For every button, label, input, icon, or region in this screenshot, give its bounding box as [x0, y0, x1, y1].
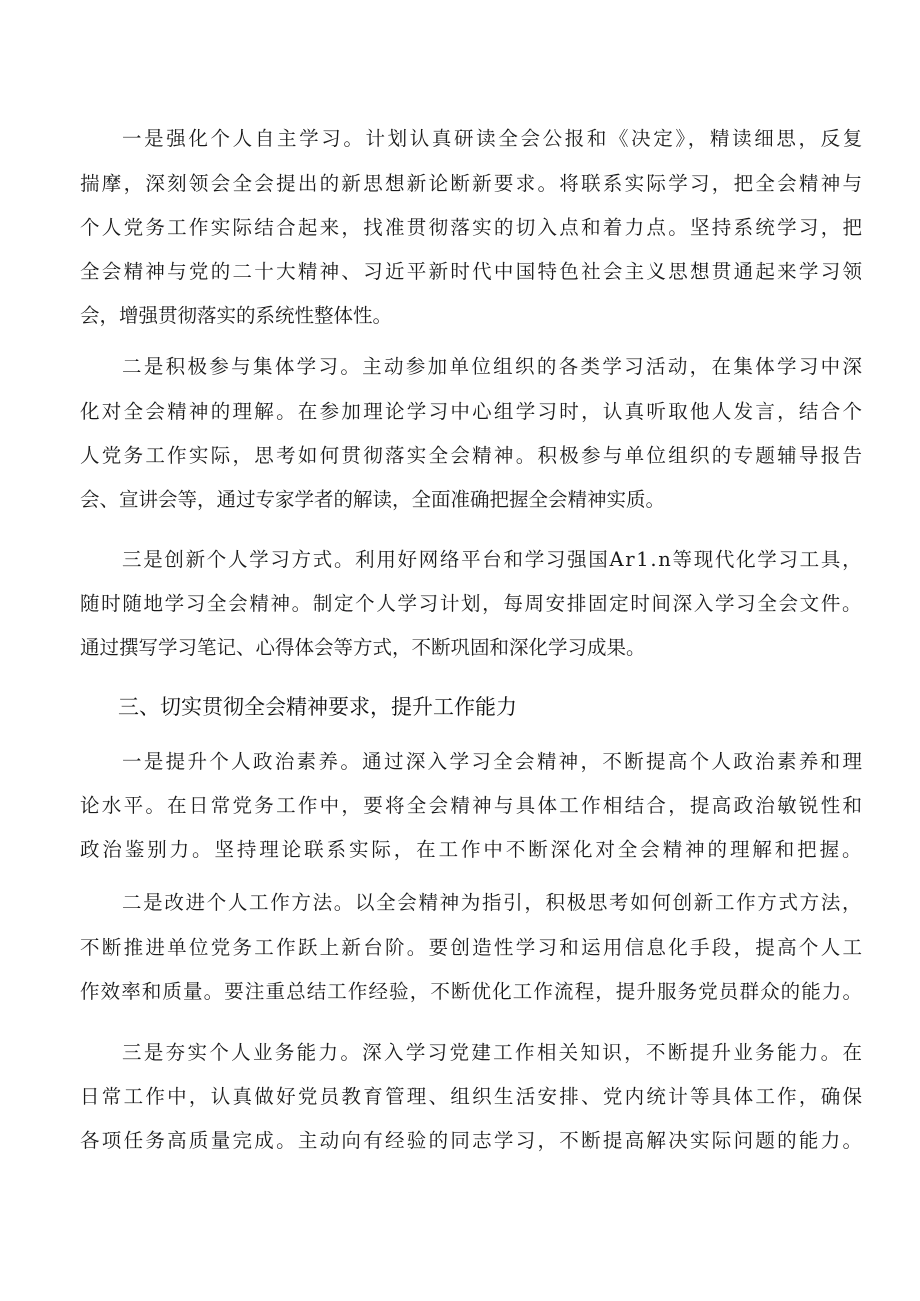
paragraph-line: 人党务工作实际，思考如何贯彻落实全会精神。积极参与单位组织的专题辅导报告 [80, 444, 865, 467]
paragraph-line: 日常工作中，认真做好党员教育管理、组织生活安排、党内统计等具体工作，确保 [80, 1085, 865, 1108]
paragraph-line: 个人党务工作实际结合起来，找准贯彻落实的切入点和着力点。坚持系统学习，把 [80, 216, 865, 239]
paragraph-line: 二是改进个人工作方法。以全会精神为指引，积极思考如何创新工作方式方法， [122, 891, 864, 914]
paragraph-line: 会、宣讲会等，通过专家学者的解读，全面准确把握全会精神实质。 [80, 488, 666, 511]
paragraph-line: 一是强化个人自主学习。计划认真研读全会公报和《决定》，精读细思，反复 [122, 127, 865, 150]
paragraph-line: 三是夯实个人业务能力。深入学习党建工作相关知识，不断提升业务能力。在 [122, 1041, 865, 1064]
paragraph-line: 三是创新个人学习方式。利用好网络平台和学习强国Ar1.n等现代化学习工具， [122, 548, 864, 571]
paragraph-line: 随时随地学习全会精神。制定个人学习计划，每周安排固定时间深入学习全会文件。 [80, 592, 864, 615]
paragraph-line: 论水平。在日常党务工作中，要将全会精神与具体工作相结合，提高政治敏锐性和 [80, 794, 865, 817]
paragraph-line: 化对全会精神的理解。在参加理论学习中心组学习时，认真听取他人发言，结合个 [80, 400, 865, 423]
paragraph-line: 通过撰写学习笔记、心得体会等方式，不断巩固和深化学习成果。 [80, 636, 646, 659]
paragraph-line: 会，增强贯彻落实的系统性整体性。 [80, 304, 393, 327]
paragraph-line: 揣摩，深刻领会全会提出的新思想新论断新要求。将联系实际学习，把全会精神与 [80, 172, 865, 195]
paragraph-line: 全会精神与党的二十大精神、习近平新时代中国特色社会主义思想贯通起来学习领 [80, 260, 865, 283]
section-heading: 三、切实贯彻全会精神要求，提升工作能力 [118, 695, 517, 719]
paragraph-line: 二是积极参与集体学习。主动参加单位组织的各类学习活动，在集体学习中深 [122, 355, 865, 378]
paragraph-line: 作效率和质量。要注重总结工作经验，不断优化工作流程，提升服务党员群众的能力。 [80, 980, 864, 1003]
paragraph-line: 政治鉴别力。坚持理论联系实际，在工作中不断深化对全会精神的理解和把握。 [80, 838, 865, 861]
paragraph-line: 一是提升个人政治素养。通过深入学习全会精神，不断提高个人政治素养和理 [122, 750, 865, 773]
paragraph-line: 不断推进单位党务工作跃上新台阶。要创造性学习和运用信息化手段，提高个人工 [80, 936, 865, 959]
paragraph-line: 各项任务高质量完成。主动向有经验的同志学习，不断提高解决实际问题的能力。 [80, 1129, 865, 1152]
